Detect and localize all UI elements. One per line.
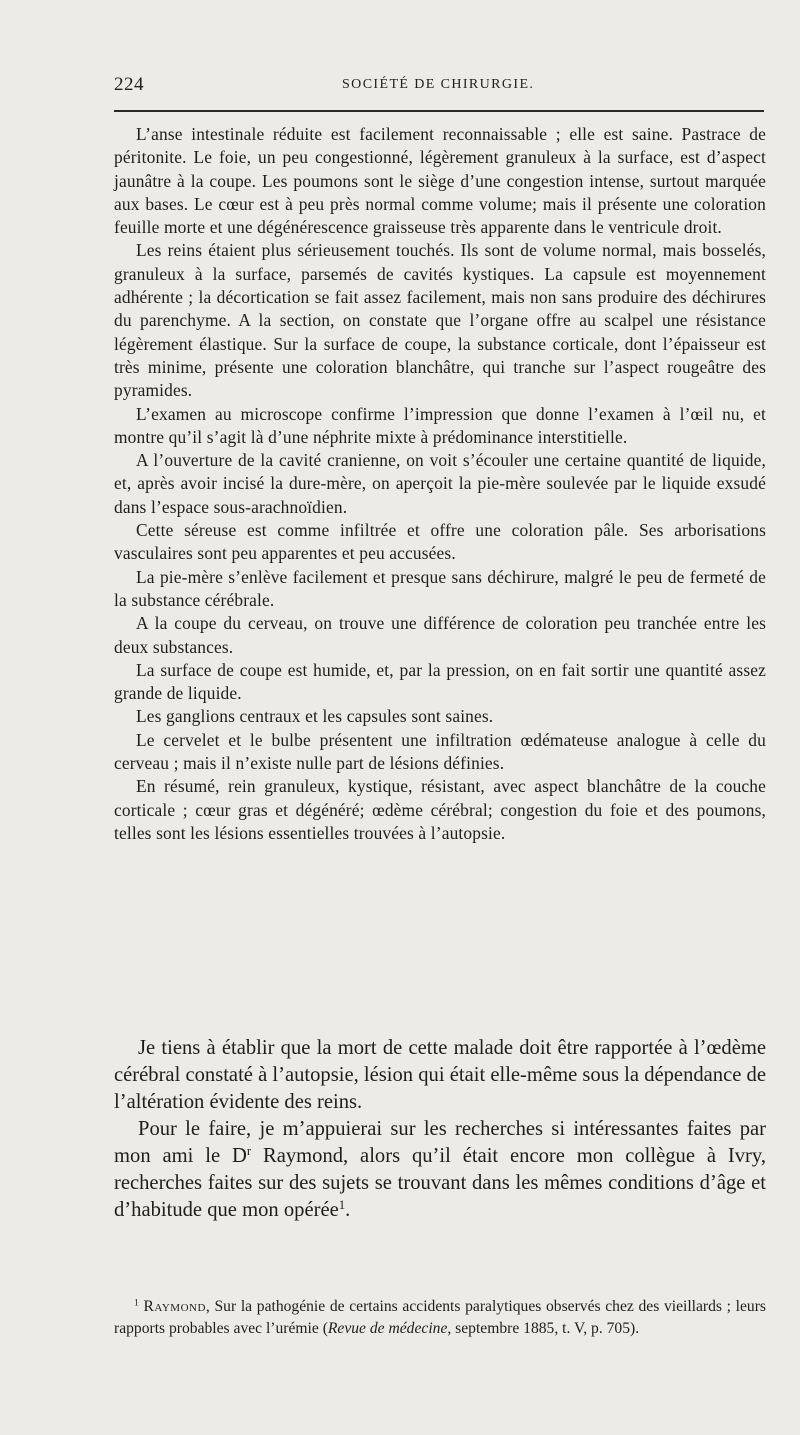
paragraph-cerebellum: Le cervelet et le bulbe présentent une infiltration œdémateuse analogue à celle du cerveau ; mais il n’existe nulle part de lésions définies. (114, 729, 766, 774)
paragraph-serous-membrane: Cette séreuse est comme infiltrée et offre une coloration pâle. Ses arborisations vasculaires sont peu apparentes et peu accusées. (114, 520, 766, 564)
footnote-marker: 1 (134, 1297, 139, 1309)
paragraph-ganglia: Les ganglions centraux et les capsules sont saines. (136, 706, 494, 727)
paragraph-cranial-cavity: A l’ouverture de la cavité cranienne, on voit s’écouler une certaine quantité de liquide, et, après avoir incisé la dure-mère, on aperçoit la pie-mère soulevée par le liquide exsudé dans l’espace sous-arachnoïdien. (114, 450, 766, 517)
footnote-text: , Sur la pathogénie de certains accidents paralytiques observés chez des vieillards ; leurs rapports probables avec l’urémie ( (114, 1298, 766, 1337)
footnote-author: Raymond (143, 1298, 206, 1315)
paragraph-pia-mater: La pie-mère s’enlève facilement et presque sans déchirure, malgré le peu de fermeté de la substance cérébrale. (114, 566, 766, 610)
paragraph-intestine-liver-heart: L’anse intestinale réduite est facilement reconnaissable ; elle est saine. Pastrace de péritonite. Le foie, un peu congestionné, légèrement granuleux à la surface, est d’aspect jaunâtre à la coupe. Les poumons sont le siège d’une congestion intense, surtout marquée aux bases. Le cœur est à peu près normal comme volume; mais il présente une coloration feuille morte et une dégénérescence graisseuse très apparente dans le ventricule droit. (114, 124, 766, 238)
footnote-end: , septembre 1885, t. V, p. 705). (447, 1319, 640, 1337)
doctor-superscript: r (246, 1143, 252, 1158)
paragraph-brain-section: A la coupe du cerveau, on trouve une différence de coloration peu tranchée entre les deux substances. (114, 613, 766, 657)
running-head: SOCIÉTÉ DE CHIRURGIE. (342, 77, 535, 92)
paragraph-microscope: L’examen au microscope confirme l’impression que donne l’examen à l’œil nu, et montre qu’il s’agit là d’une néphrite mixte à prédominance interstitielle. (114, 403, 766, 447)
footnote-reference: 1 (338, 1197, 346, 1212)
paragraph-cut-surface: La surface de coupe est humide, et, par la pression, on en fait sortir une quantité assez grande de liquide. (114, 659, 766, 704)
footnote-journal: Revue de médecine (327, 1319, 448, 1337)
page-header (114, 74, 764, 100)
raymond-text-start: Pour le faire, je m’appuierai sur les recherches si intéressantes faites par mon ami le D (114, 1118, 766, 1167)
paragraph-summary: En résumé, rein granuleux, kystique, résistant, avec aspect blanchâtre de la couche corticale ; cœur gras et dégénéré; œdème cérébral; congestion du foie et des poumons, telles sont les lésions essentielles trouvées à l’autopsie. (114, 776, 766, 843)
paragraph-kidneys: Les reins étaient plus sérieusement touchés. Ils sont de volume normal, mais bosselés, granuleux à la surface, parsemés de cavités kystiques. La capsule est moyennement adhérente ; la décortication se fait assez facilement, mais non sans produire des déchirures du parenchyme. A la section, on constate que l’organe offre au scalpel une résistance légèrement élastique. Sur la surface de coupe, la substance corticale, dont l’épaisseur est très minime, présente une coloration blanchâtre, qui tranche sur l’aspect rougeâtre des pyramides. (114, 240, 766, 401)
footnote (114, 1296, 766, 1339)
paragraph-conclusion: Je tiens à établir que la mort de cette malade doit être rapportée à l’œdème cérébral constaté à l’autopsie, lésion qui était elle-même sous la dépendance de l’altération évidente des reins. (114, 1037, 766, 1113)
paragraph-raymond-research (114, 1116, 766, 1224)
page-number: 224 (114, 74, 144, 95)
raymond-text-end: . (345, 1199, 351, 1221)
header-rule (114, 110, 764, 112)
autopsy-report (114, 123, 766, 845)
raymond-text-rest: Raymond, alors qu’il était encore mon collègue à Ivry, recherches faites sur des sujets se trouvant dans les mêmes conditions d’âge et d’habitude que mon opérée (114, 1145, 766, 1221)
discussion (114, 1035, 766, 1224)
